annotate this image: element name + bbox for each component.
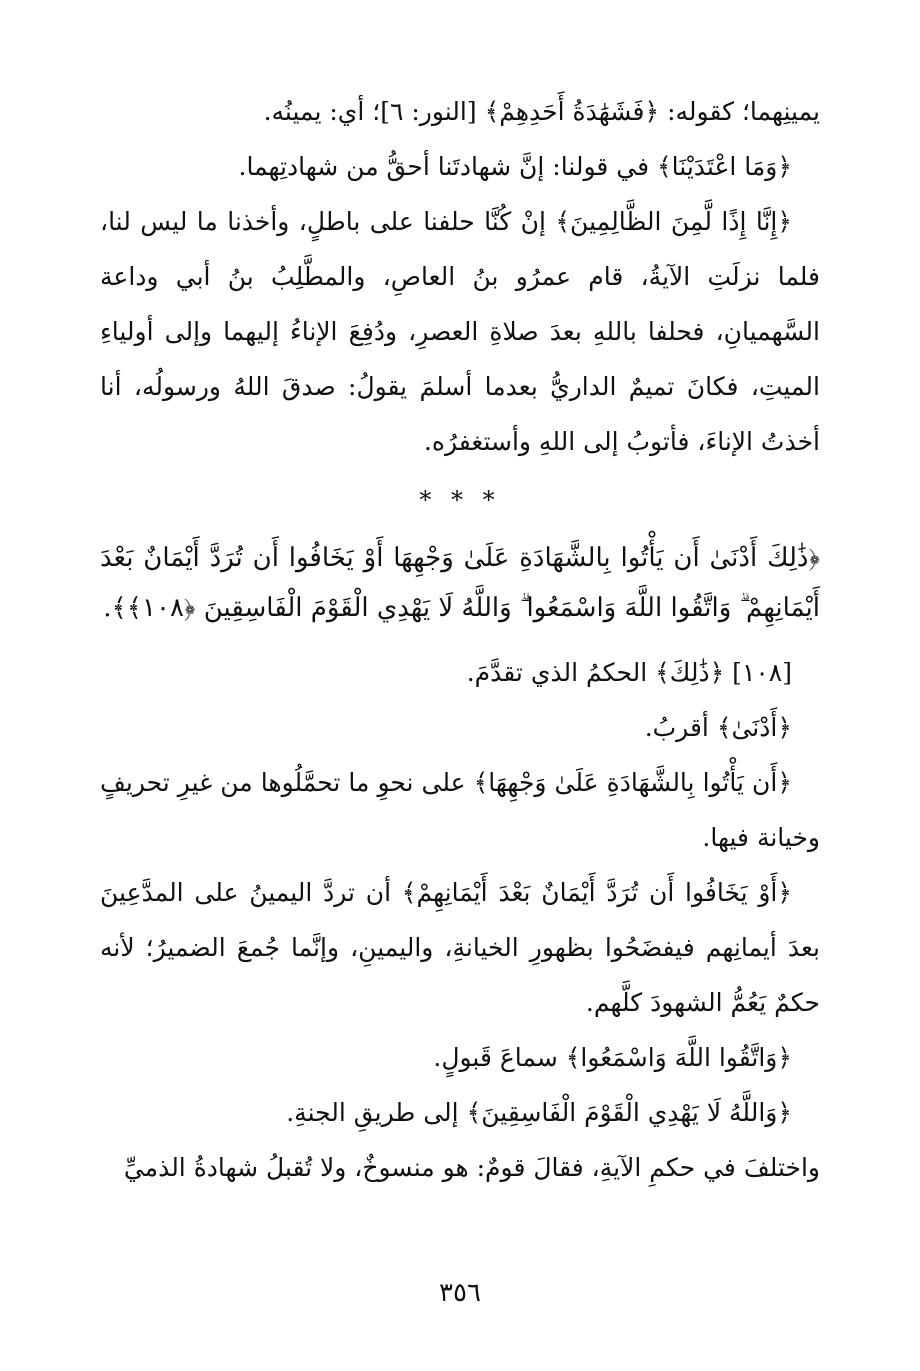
section-separator: * * *: [419, 486, 501, 514]
para-yakhafu: ﴿أَوْ يَخَافُوا أَن تُرَدَّ أَيْمَانٌ بَعْدَ أَيْمَانِهِمْ﴾ أن تردَّ اليمينُ على المدَّعِينَ بعدَ أيمانِهم فيفضَحُوا بظهورِ الخيانةِ، واليمينِ، وإنَّما جُمعَ الضميرُ؛ لأنه حكمٌ يَعُمُّ الشهودَ كلَّهم.: [100, 878, 820, 1017]
para-ittaqu: ﴿وَاتَّقُوا اللَّهَ وَاسْمَعُوا﴾ سماعَ قَبولٍ.: [433, 1043, 792, 1072]
para-adna: ﴿أَدْنَىٰ﴾ أقربُ.: [644, 713, 792, 742]
para-zalimin: ﴿إِنَّا إِذًا لَّمِنَ الظَّالِمِينَ﴾ إنْ كُنَّا حلفنا على باطلٍ، وأخذنا ما ليس لنا، فلما نزلَتِ الآيةُ، قام عمرُو بنُ العاصِ، والمطَّلِبُ بنُ أبي وداعة السَّهميانِ، فحلفا باللهِ بعدَ صلاةِ العصرِ، ودُفِعَ الإناءُ إليهما وإلى أولياءِ الميتِ، فكانَ تميمٌ الداريُّ بعدما أسلمَ يقولُ: صدقَ اللهُ ورسولُه، أنا أخذتُ الإناءَ، فأتوبُ إلى اللهِ وأستغفرُه.: [100, 207, 820, 456]
quran-verse-108: ﴿ذَٰلِكَ أَدْنَىٰ أَن يَأْتُوا بِالشَّهَادَةِ عَلَىٰ وَجْهِهَا أَوْ يَخَافُوا أَن تُرَدَّ أَيْمَانٌ بَعْدَ أَيْمَانِهِمْ ۗ وَاتَّقُوا اللَّهَ وَاسْمَعُوا ۗ وَاللَّهُ لَا يَهْدِي الْقَوْمَ الْفَاسِقِينَ ﴿١٠٨﴾﴾.: [100, 543, 820, 623]
page-body: [100, 84, 820, 1195]
page-number: ٣٥٦: [439, 1278, 481, 1308]
para-la-yahdi: ﴿وَاللَّهُ لَا يَهْدِي الْقَوْمَ الْفَاسِقِينَ﴾ إلى طريقِ الجنةِ.: [286, 1098, 792, 1127]
para-ikhtilaf: واختلفَ في حكمِ الآيةِ، فقالَ قومٌ: هو منسوخٌ، ولا تُقبلُ شهادةُ الذميِّ: [123, 1153, 820, 1182]
para-108-dhalika: [١٠٨] ﴿ذَٰلِكَ﴾ الحكمُ الذي تقدَّمَ.: [466, 658, 792, 687]
para-oath: يمينِهما؛ كقوله: ﴿فَشَهَٰدَةُ أَحَدِهِمْ﴾ [النور: ٦]؛ أي: يمينُه.: [263, 97, 820, 126]
para-wajhiha: ﴿أَن يَأْتُوا بِالشَّهَادَةِ عَلَىٰ وَجْهِهَا﴾ على نحوِ ما تحمَّلُوها من غيرِ تحريفٍ وخيانة فيها.: [100, 768, 820, 852]
para-aatadayna: ﴿وَمَا اعْتَدَيْنَا﴾ في قولنا: إنَّ شهادتَنا أحقُّ من شهادتِهما.: [238, 152, 792, 181]
